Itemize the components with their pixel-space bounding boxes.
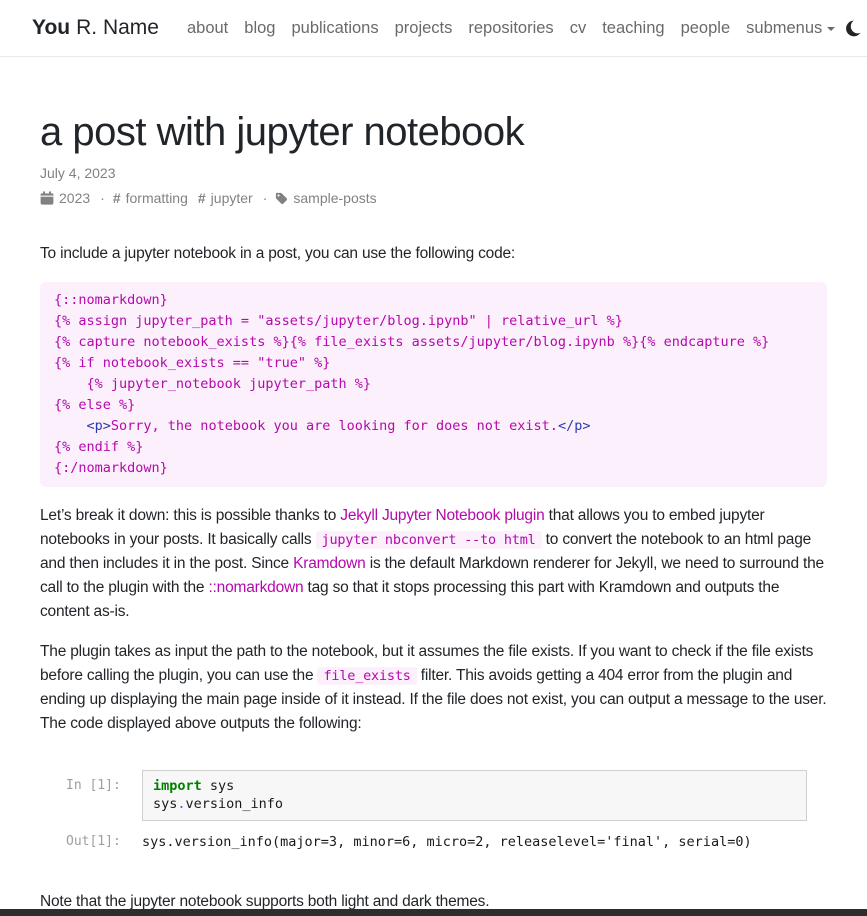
body-paragraph-1 [40,504,827,624]
nav-item-cv[interactable]: cv [569,18,587,37]
text-link[interactable]: Kramdown [293,555,366,572]
nav-item-teaching[interactable]: teaching [602,18,665,37]
text-span: tag so that it stops processing this part with Kramdown and outputs the content as-is. [40,579,780,620]
liquid-code-block [40,282,827,487]
output-text: sys.version_info(major=3, minor=6, micro=2, releaselevel='final', serial=0) [142,834,752,850]
nav-item-projects[interactable]: projects [394,18,453,37]
year-label: 2023 [59,190,91,206]
code-token [54,418,87,434]
jupyter-notebook-cell [66,770,827,852]
page-title: a post with jupyter notebook [40,110,525,154]
code-token: </p> [557,418,591,434]
category-label: jupyter [210,190,253,206]
meta-separator: · [262,190,268,206]
code-line [54,458,813,479]
code-token: import [153,778,202,794]
navbar [0,0,867,57]
note-paragraph: Note that the jupyter notebook supports both light and dark themes. [40,892,490,910]
code-line [54,332,813,353]
meta-separator: · [100,190,105,206]
nav-item-about[interactable]: about [186,18,229,37]
notebook-output-row [66,834,827,852]
brand-last-name: R. Name [76,16,159,39]
tag-link-sample-posts[interactable] [275,190,376,206]
text-span: Let’s break it down: this is possible thanks to [40,507,341,524]
code-line [54,416,813,437]
input-code-area [142,770,807,821]
code-token: sys [201,778,235,794]
category-link-formatting[interactable] [113,190,188,206]
category-link-jupyter[interactable] [198,190,253,206]
code-token: sys [153,795,178,812]
post-meta [40,190,827,206]
text-span: that allows you to embed jupyter notebooks in your posts. It basically calls [40,507,765,548]
code-token: Sorry, the notebook you are looking for does not exist. [110,418,558,434]
inline-code: jupyter nbconvert --to html [316,531,542,549]
notebook-input-row [66,770,827,821]
body-paragraph-2 [40,640,827,736]
bottom-bar [0,909,867,916]
code-line [54,353,813,374]
code-token: <p> [86,418,111,434]
intro-paragraph: To include a jupyter notebook in a post, you can use the following code: [40,245,516,262]
nav-item-publications[interactable]: publications [291,18,379,37]
text-span: is the default Markdown renderer for Jekyll, we need to surround the call to the plugin with the [40,555,824,596]
code-line [54,395,813,416]
code-token: . [177,795,186,812]
year-link[interactable] [40,190,90,206]
post-date: July 4, 2023 [40,165,116,181]
code-token: {% if notebook_exists == "true" %} [54,355,331,371]
text-span: filter. This avoids getting a 404 error from the plugin and ending up displaying the main page inside of it instead. If the file does not exist, you can output a message to the user. The code displayed above outputs the following: [40,667,827,732]
code-token: version_info [185,795,284,812]
code-token: {% endif %} [54,439,144,455]
nav-links [179,17,866,40]
hash-icon: # [112,190,121,206]
nav-item-blog[interactable]: blog [244,18,276,37]
dark-mode-toggle[interactable] [843,17,866,40]
nav-item-submenus[interactable] [738,19,843,38]
code-line [54,374,813,395]
calendar-icon [40,191,54,205]
chevron-down-icon [827,27,835,31]
inline-code: file_exists [317,667,416,685]
code-token: {% jupyter_notebook jupyter_path %} [54,376,371,392]
moon-icon [845,26,864,41]
code-token: {:/nomarkdown} [54,460,168,476]
site-brand[interactable] [32,16,159,40]
nav-item-submenus-label: submenus [746,18,823,37]
category-label: formatting [125,190,188,206]
tag-icon [275,192,288,205]
code-token: {% assign jupyter_path = "assets/jupyter/blog.ipynb" | relative_url %} [54,313,623,329]
brand-first-name: You [32,16,71,39]
text-link[interactable]: Jekyll Jupyter Notebook plugin [340,507,545,524]
tag-label: sample-posts [293,190,377,206]
post-content [0,108,867,914]
input-code-line [153,796,796,814]
nav-item-people[interactable]: people [680,18,731,37]
hash-icon: # [197,190,206,206]
code-line [54,290,813,311]
text-link[interactable]: ::nomarkdown [208,579,304,596]
text-span: to convert the notebook to an html page and then includes it in the post. Since [40,531,812,572]
code-token: {% else %} [54,397,136,413]
input-code-line [153,778,796,796]
code-token: {::nomarkdown} [54,292,168,308]
code-line [54,437,813,458]
input-prompt: In [1]: [66,778,121,793]
code-line [54,311,813,332]
text-span: The plugin takes as input the path to the notebook, but it assumes the file exists. If you want to check if the file exists before calling the plugin, you can use the [40,643,814,684]
output-prompt: Out[1]: [66,834,121,849]
nav-item-repositories[interactable]: repositories [468,18,554,37]
code-token: {% capture notebook_exists %}{% file_exists assets/jupyter/blog.ipynb %}{% endcapture %} [54,334,770,350]
